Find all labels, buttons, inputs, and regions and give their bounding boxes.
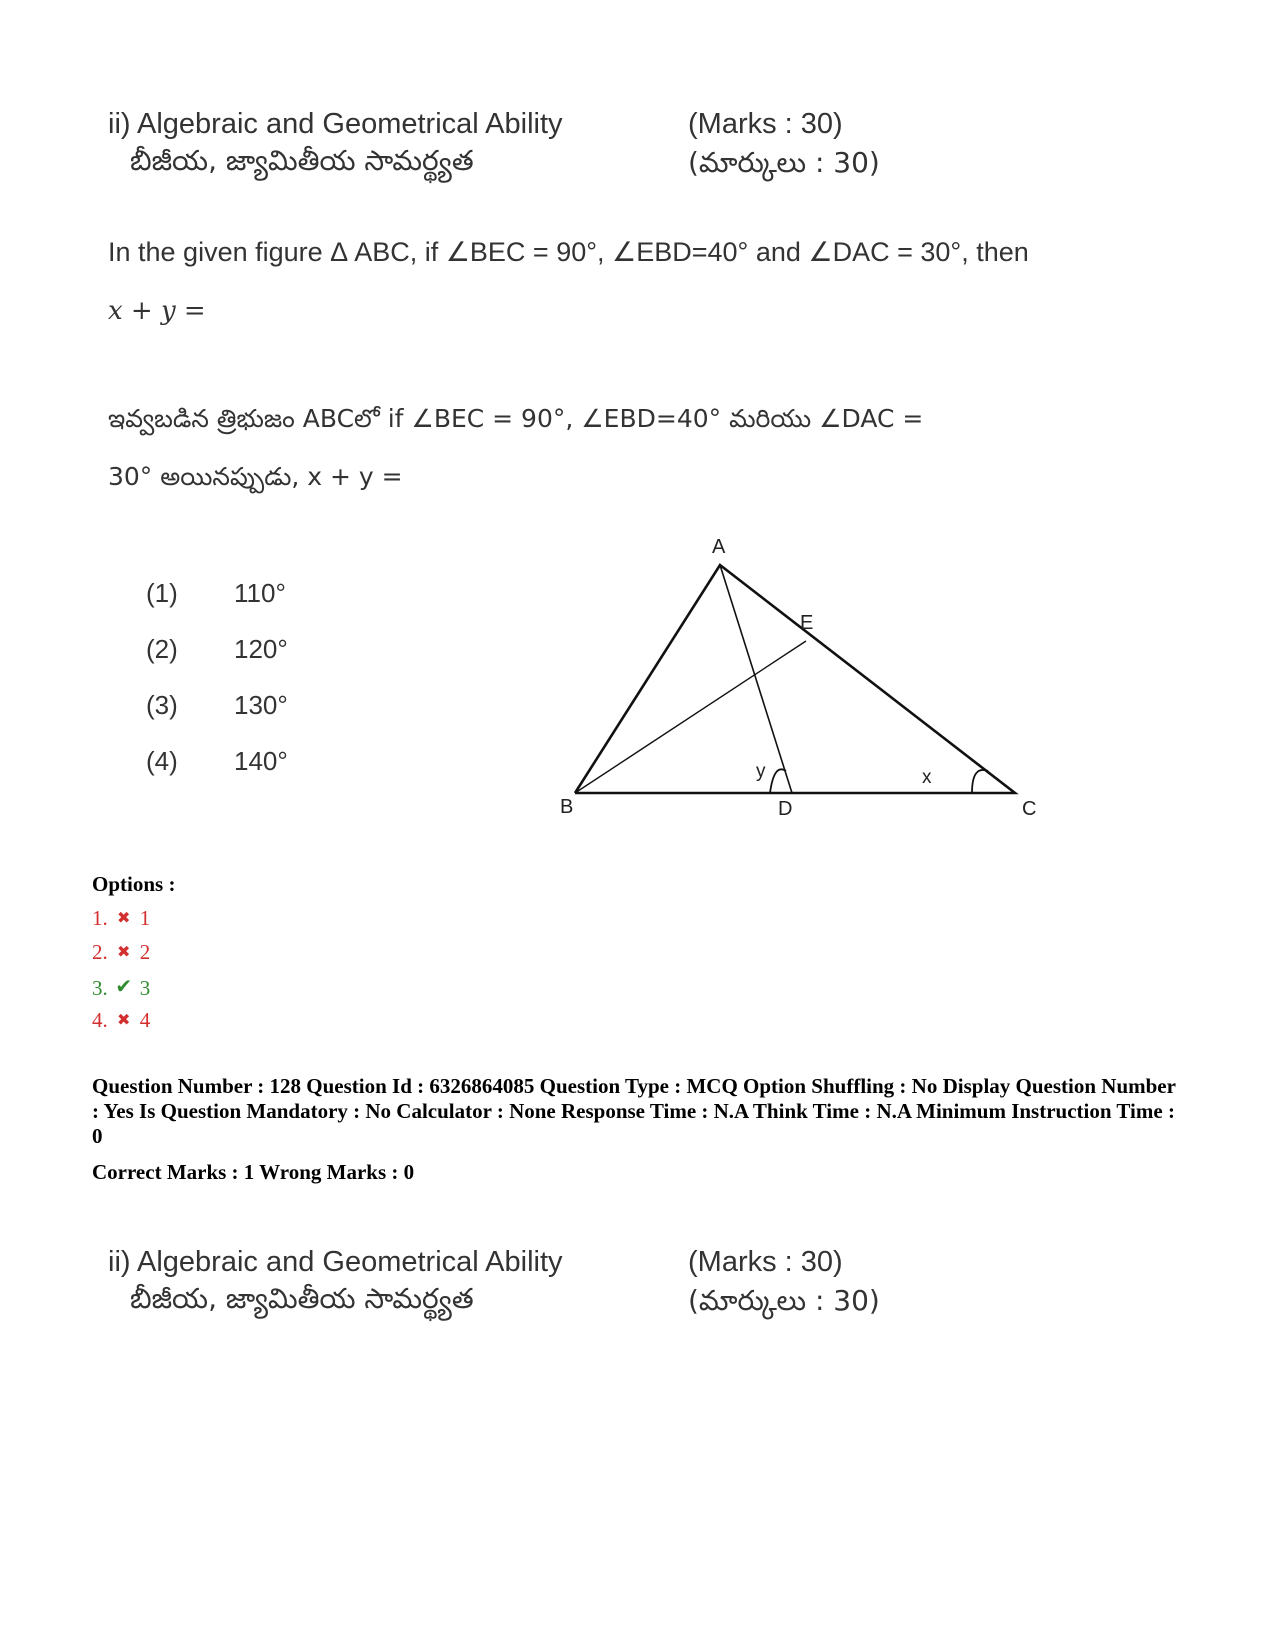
triangle-abc	[575, 565, 1015, 793]
choice-number: (1)	[146, 578, 178, 608]
cross-icon: ✖	[117, 944, 131, 961]
question-meta: Question Number : 128 Question Id : 6326864085 Question Type : MCQ Option Shuffling : No Display Question Number : Yes Is Question Mandatory : No Calculator : None Response Time : N.A Think Time : N.A Minimum Instruction Time : 0	[92, 1074, 1176, 1148]
option-value: 2	[139, 940, 151, 964]
option-index: 3.	[92, 976, 108, 1000]
section-marks-telugu: (మార్కులు : 30)	[688, 146, 880, 179]
section-title-telugu: బీజీయ, జ్యామితీయ సామర్థ్యత	[130, 144, 474, 177]
question-expression-te: 30° అయినప్పుడు, x + y =	[108, 462, 403, 491]
check-icon: ✔	[115, 976, 133, 998]
choice-value: 130°	[234, 690, 288, 720]
option-4	[92, 1008, 150, 1033]
option-1	[92, 906, 150, 931]
option-value: 3	[139, 976, 151, 1000]
option-index: 4.	[92, 1008, 108, 1032]
triangle-figure	[560, 535, 1040, 845]
option-2	[92, 940, 150, 965]
question-text-te: ఇవ్వబడిన త్రిభుజం ABCలో if ∠BEC = 90°, ∠EBD=40° మరియు ∠DAC =	[108, 404, 924, 433]
choice-number: (2)	[146, 634, 178, 664]
choice-3	[146, 690, 288, 721]
choice-number: (4)	[146, 746, 178, 776]
segment-be	[575, 641, 806, 793]
cross-icon: ✖	[117, 910, 131, 927]
label-y: y	[756, 761, 766, 782]
section-title: ii) Algebraic and Geometrical Ability	[108, 108, 563, 140]
label-x: x	[922, 767, 932, 788]
choice-value: 110°	[234, 578, 286, 608]
marks-info: Correct Marks : 1 Wrong Marks : 0	[92, 1160, 415, 1184]
option-index: 1.	[92, 906, 108, 930]
choice-2	[146, 634, 288, 665]
question-text-en: In the given figure Δ ABC, if ∠BEC = 90°, ∠EBD=40° and ∠DAC = 30°, then	[108, 237, 1029, 267]
option-value: 1	[139, 906, 151, 930]
next-section-title: ii) Algebraic and Geometrical Ability	[108, 1246, 563, 1278]
question-expression-en: x + y =	[108, 296, 206, 326]
option-index: 2.	[92, 940, 108, 964]
choice-value: 140°	[234, 746, 288, 776]
next-section-title-telugu: బీజీయ, జ్యామితీయ సామర్థ్యత	[130, 1282, 474, 1315]
choice-4	[146, 746, 288, 777]
segment-ad	[720, 565, 792, 793]
options-title: Options :	[92, 872, 176, 896]
label-e: E	[800, 612, 814, 634]
angle-y-arc	[770, 769, 786, 793]
next-section-marks: (Marks : 30)	[688, 1246, 843, 1278]
option-3	[92, 974, 150, 1001]
label-a: A	[712, 536, 726, 558]
angle-x-arc	[972, 770, 988, 793]
choice-number: (3)	[146, 690, 178, 720]
label-c: C	[1022, 798, 1037, 820]
option-value: 4	[139, 1008, 151, 1032]
choice-1	[146, 578, 286, 609]
label-b: B	[560, 796, 574, 818]
next-section-marks-telugu: (మార్కులు : 30)	[688, 1284, 880, 1317]
section-marks: (Marks : 30)	[688, 108, 843, 140]
label-d: D	[778, 798, 793, 820]
cross-icon: ✖	[117, 1012, 131, 1029]
choice-value: 120°	[234, 634, 288, 664]
